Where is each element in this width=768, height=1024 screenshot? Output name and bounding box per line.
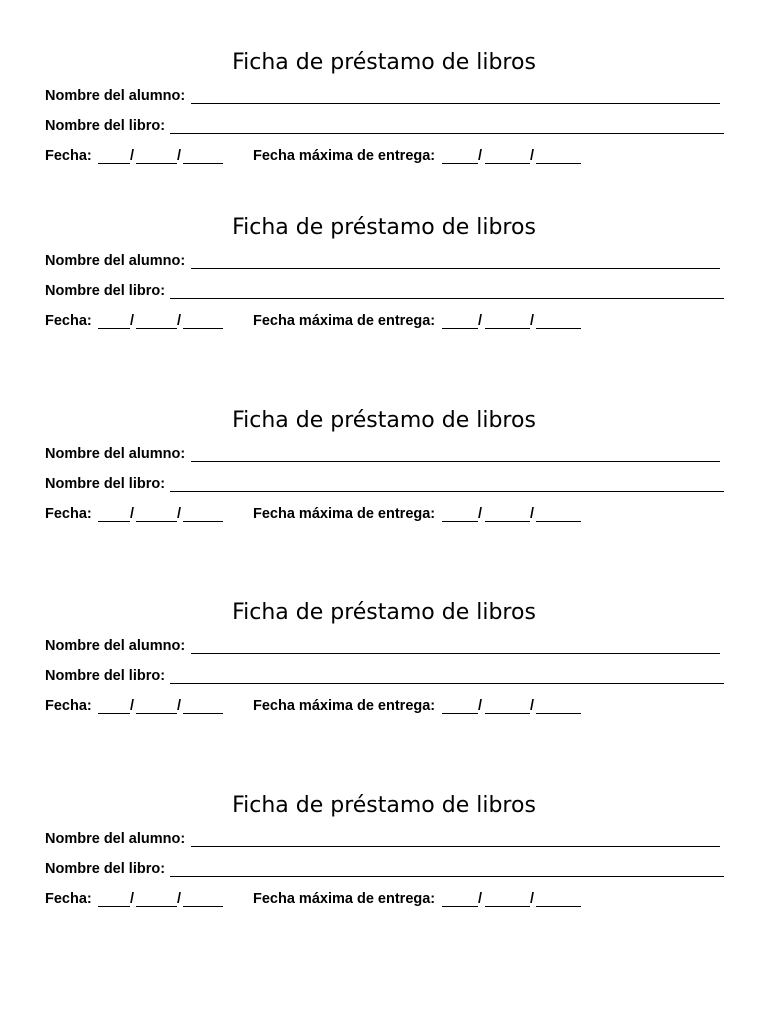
due-date-day-blank[interactable] xyxy=(442,163,478,164)
student-name-blank[interactable] xyxy=(191,268,720,269)
due-date-month-blank[interactable] xyxy=(485,163,530,164)
loan-date-label: Fecha: xyxy=(45,313,92,329)
due-date-day-blank[interactable] xyxy=(442,713,478,714)
book-name-label: Nombre del libro: xyxy=(45,118,166,134)
loan-date-day-blank[interactable] xyxy=(98,328,130,329)
loan-date-year-blank[interactable] xyxy=(183,328,223,329)
slip-title: Ficha de préstamo de libros xyxy=(232,408,536,433)
due-date-separator: / xyxy=(478,506,483,522)
book-name-blank[interactable] xyxy=(170,133,724,134)
loan-date-month-blank[interactable] xyxy=(136,163,177,164)
student-name-blank[interactable] xyxy=(191,461,720,462)
book-name-row xyxy=(45,667,724,685)
student-name-label: Nombre del alumno: xyxy=(45,446,186,462)
due-date-separator: / xyxy=(530,698,535,714)
due-date-separator: / xyxy=(478,148,483,164)
book-name-label: Nombre del libro: xyxy=(45,476,166,492)
book-name-row xyxy=(45,860,724,878)
due-date-day-blank[interactable] xyxy=(442,521,478,522)
loan-date-separator: / xyxy=(130,148,135,164)
due-date-label: Fecha máxima de entrega: xyxy=(253,506,436,522)
book-name-row xyxy=(45,282,724,300)
due-date-separator: / xyxy=(530,506,535,522)
due-date-label: Fecha máxima de entrega: xyxy=(253,313,436,329)
due-date-month-blank[interactable] xyxy=(485,328,530,329)
loan-date-label: Fecha: xyxy=(45,698,92,714)
student-name-row xyxy=(45,87,720,105)
loan-date-day-blank[interactable] xyxy=(98,163,130,164)
student-name-label: Nombre del alumno: xyxy=(45,88,186,104)
due-date-separator: / xyxy=(478,698,483,714)
loan-date-day-blank[interactable] xyxy=(98,713,130,714)
dates-row xyxy=(45,890,585,908)
student-name-blank[interactable] xyxy=(191,103,720,104)
loan-date-month-blank[interactable] xyxy=(136,521,177,522)
loan-date-year-blank[interactable] xyxy=(183,163,223,164)
loan-date-label: Fecha: xyxy=(45,891,92,907)
loan-date-month-blank[interactable] xyxy=(136,328,177,329)
due-date-label: Fecha máxima de entrega: xyxy=(253,891,436,907)
loan-date-separator: / xyxy=(177,506,182,522)
book-name-label: Nombre del libro: xyxy=(45,283,166,299)
due-date-month-blank[interactable] xyxy=(485,713,530,714)
book-name-blank[interactable] xyxy=(170,298,724,299)
student-name-row xyxy=(45,252,720,270)
book-name-row xyxy=(45,117,724,135)
due-date-separator: / xyxy=(530,148,535,164)
student-name-blank[interactable] xyxy=(191,653,720,654)
book-name-blank[interactable] xyxy=(170,683,724,684)
loan-date-separator: / xyxy=(130,506,135,522)
due-date-year-blank[interactable] xyxy=(536,521,581,522)
dates-row xyxy=(45,147,585,165)
student-name-row xyxy=(45,830,720,848)
due-date-day-blank[interactable] xyxy=(442,328,478,329)
loan-date-separator: / xyxy=(130,313,135,329)
dates-row xyxy=(45,505,585,523)
slip-title: Ficha de préstamo de libros xyxy=(232,600,536,625)
loan-date-day-blank[interactable] xyxy=(98,906,130,907)
loan-date-day-blank[interactable] xyxy=(98,521,130,522)
student-name-blank[interactable] xyxy=(191,846,720,847)
book-name-label: Nombre del libro: xyxy=(45,668,166,684)
loan-date-year-blank[interactable] xyxy=(183,521,223,522)
slip-title: Ficha de préstamo de libros xyxy=(232,50,536,75)
loan-date-separator: / xyxy=(130,698,135,714)
due-date-year-blank[interactable] xyxy=(536,906,581,907)
book-name-row xyxy=(45,475,724,493)
loan-date-separator: / xyxy=(177,313,182,329)
student-name-label: Nombre del alumno: xyxy=(45,831,186,847)
loan-date-month-blank[interactable] xyxy=(136,713,177,714)
loan-date-separator: / xyxy=(177,891,182,907)
dates-row xyxy=(45,697,585,715)
due-date-separator: / xyxy=(530,891,535,907)
loan-date-month-blank[interactable] xyxy=(136,906,177,907)
due-date-separator: / xyxy=(478,313,483,329)
loan-date-year-blank[interactable] xyxy=(183,713,223,714)
loan-date-separator: / xyxy=(177,148,182,164)
slip-title: Ficha de préstamo de libros xyxy=(232,793,536,818)
student-name-label: Nombre del alumno: xyxy=(45,638,186,654)
book-name-blank[interactable] xyxy=(170,876,724,877)
slip-title: Ficha de préstamo de libros xyxy=(232,215,536,240)
dates-row xyxy=(45,312,585,330)
due-date-separator: / xyxy=(530,313,535,329)
loan-date-year-blank[interactable] xyxy=(183,906,223,907)
student-name-row xyxy=(45,637,720,655)
due-date-month-blank[interactable] xyxy=(485,521,530,522)
due-date-label: Fecha máxima de entrega: xyxy=(253,698,436,714)
due-date-year-blank[interactable] xyxy=(536,713,581,714)
book-name-blank[interactable] xyxy=(170,491,724,492)
due-date-year-blank[interactable] xyxy=(536,328,581,329)
due-date-year-blank[interactable] xyxy=(536,163,581,164)
book-name-label: Nombre del libro: xyxy=(45,861,166,877)
loan-date-label: Fecha: xyxy=(45,506,92,522)
due-date-month-blank[interactable] xyxy=(485,906,530,907)
student-name-label: Nombre del alumno: xyxy=(45,253,186,269)
student-name-row xyxy=(45,445,720,463)
loan-date-separator: / xyxy=(177,698,182,714)
due-date-separator: / xyxy=(478,891,483,907)
loan-date-separator: / xyxy=(130,891,135,907)
due-date-label: Fecha máxima de entrega: xyxy=(253,148,436,164)
due-date-day-blank[interactable] xyxy=(442,906,478,907)
loan-date-label: Fecha: xyxy=(45,148,92,164)
